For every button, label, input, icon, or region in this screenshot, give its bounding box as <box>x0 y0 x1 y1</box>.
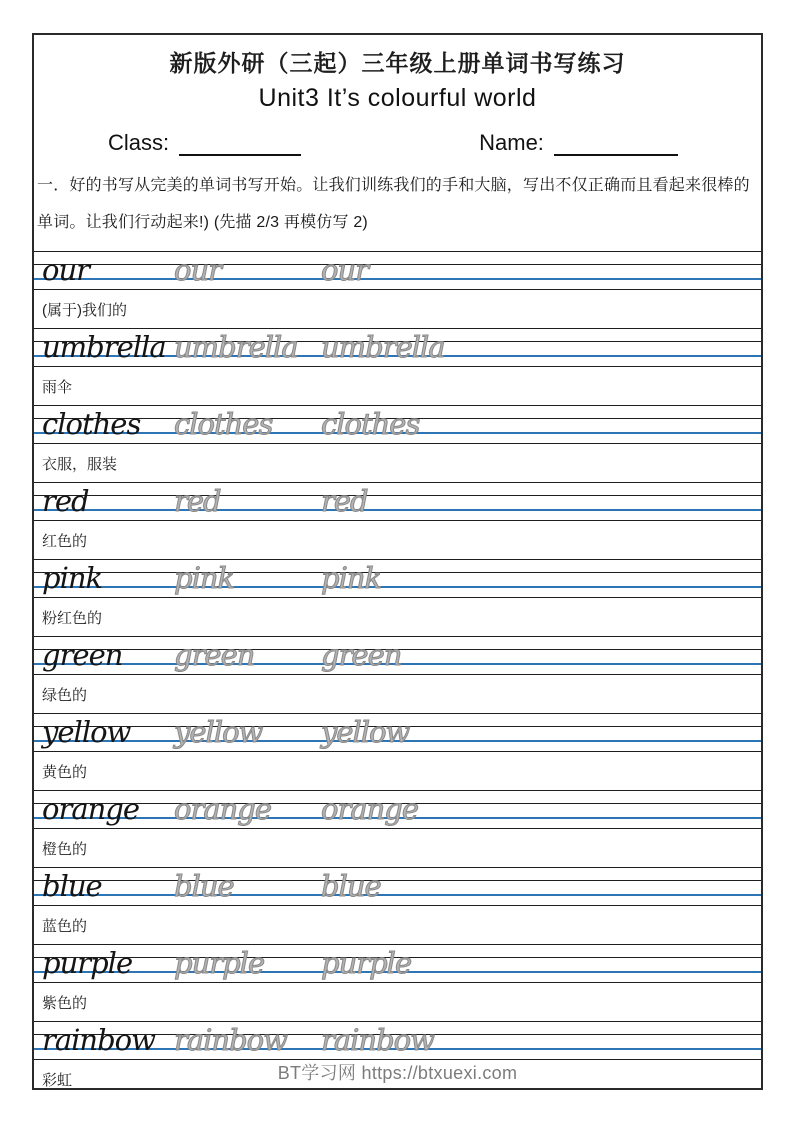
word-meaning: 绿色的 <box>42 686 88 704</box>
worksheet-title: 新版外研（三起）三年级上册单词书写练习 <box>169 50 626 76</box>
word-sample: blue <box>42 869 102 903</box>
instructions-line-1: 一．好的书写从完美的单词书写开始。让我们训练我们的手和大脑，写出不仅正确而且看起来很棒的 <box>37 177 750 194</box>
guide-baseline-blue <box>34 509 761 511</box>
four-line-writing-guide <box>34 559 761 598</box>
guide-bottom-line <box>34 597 761 598</box>
guide-mid-line <box>34 264 761 265</box>
word-trace-2: rainbow <box>321 1023 434 1057</box>
class-name-row <box>34 130 761 159</box>
guide-bottom-line <box>34 520 761 521</box>
guide-baseline-blue <box>34 586 761 588</box>
word-meaning: 橙色的 <box>42 840 88 858</box>
word-trace-2: red <box>321 484 368 518</box>
word-trace-1: green <box>174 638 255 672</box>
word-trace-2: orange <box>321 792 419 826</box>
guide-top-line <box>34 482 761 483</box>
guide-mid-line <box>34 572 761 573</box>
word-trace-2: pink <box>321 561 382 595</box>
four-line-writing-guide <box>34 328 761 367</box>
word-trace-1: purple <box>174 946 265 980</box>
word-trace-1: clothes <box>174 407 273 441</box>
footer-watermark: BT学习网 https://btxuexi.com <box>277 1063 518 1083</box>
class-blank-line <box>179 130 301 156</box>
word-practice-row <box>34 944 761 1021</box>
word-sample: yellow <box>42 715 131 749</box>
word-meaning: (属于)我们的 <box>42 301 127 319</box>
word-trace-2: blue <box>321 869 381 903</box>
word-trace-1: pink <box>174 561 235 595</box>
word-meaning: 彩虹 <box>42 1071 73 1088</box>
word-list <box>34 251 761 1088</box>
four-line-writing-guide <box>34 713 761 752</box>
word-meaning: 雨伞 <box>42 378 73 396</box>
word-meaning: 衣服，服装 <box>42 455 118 473</box>
word-practice-row <box>34 559 761 636</box>
four-line-writing-guide <box>34 867 761 906</box>
word-practice-row <box>34 713 761 790</box>
word-sample: purple <box>42 946 133 980</box>
word-practice-row <box>34 867 761 944</box>
word-trace-1: yellow <box>174 715 263 749</box>
word-practice-row <box>34 482 761 559</box>
word-trace-1: orange <box>174 792 272 826</box>
word-sample: clothes <box>42 407 141 441</box>
word-practice-row <box>34 636 761 713</box>
name-blank-line <box>554 130 678 156</box>
word-trace-2: green <box>321 638 402 672</box>
word-sample: pink <box>42 561 103 595</box>
word-trace-1: blue <box>174 869 234 903</box>
word-trace-2: yellow <box>321 715 410 749</box>
instructions-line-2: 单词。让我们行动起来!) (先描 2/3 再模仿写 2) <box>37 214 368 231</box>
four-line-writing-guide <box>34 636 761 675</box>
word-sample: green <box>42 638 123 672</box>
guide-top-line <box>34 867 761 868</box>
guide-mid-line <box>34 880 761 881</box>
guide-bottom-line <box>34 289 761 290</box>
class-label: Class: <box>108 130 170 155</box>
word-meaning: 紫色的 <box>42 994 88 1012</box>
word-meaning: 粉红色的 <box>42 609 103 627</box>
word-trace-2: umbrella <box>321 330 445 364</box>
four-line-writing-guide <box>34 944 761 983</box>
word-practice-row <box>34 251 761 328</box>
word-trace-2: clothes <box>321 407 420 441</box>
guide-baseline-blue <box>34 278 761 280</box>
word-trace-1: red <box>174 484 221 518</box>
four-line-writing-guide <box>34 251 761 290</box>
guide-top-line <box>34 251 761 252</box>
worksheet-page <box>32 33 763 1090</box>
word-trace-2: purple <box>321 946 412 980</box>
word-sample: rainbow <box>42 1023 155 1057</box>
guide-mid-line <box>34 495 761 496</box>
guide-top-line <box>34 559 761 560</box>
name-label: Name: <box>479 130 544 155</box>
word-meaning: 黄色的 <box>42 763 88 781</box>
word-trace-2: our <box>321 253 368 287</box>
guide-bottom-line <box>34 905 761 906</box>
word-practice-row <box>34 328 761 405</box>
four-line-writing-guide <box>34 405 761 444</box>
word-trace-1: our <box>174 253 221 287</box>
word-meaning: 红色的 <box>42 532 88 550</box>
word-practice-row <box>34 405 761 482</box>
word-sample: red <box>42 484 89 518</box>
word-trace-1: rainbow <box>174 1023 287 1057</box>
word-trace-1: umbrella <box>174 330 298 364</box>
four-line-writing-guide <box>34 482 761 521</box>
four-line-writing-guide <box>34 1021 761 1060</box>
word-sample: orange <box>42 792 140 826</box>
four-line-writing-guide <box>34 790 761 829</box>
word-practice-row <box>34 790 761 867</box>
word-meaning: 蓝色的 <box>42 917 88 935</box>
word-sample: umbrella <box>42 330 166 364</box>
word-sample: our <box>42 253 89 287</box>
guide-baseline-blue <box>34 894 761 896</box>
unit-subtitle: Unit3 It’s colourful world <box>258 84 537 112</box>
